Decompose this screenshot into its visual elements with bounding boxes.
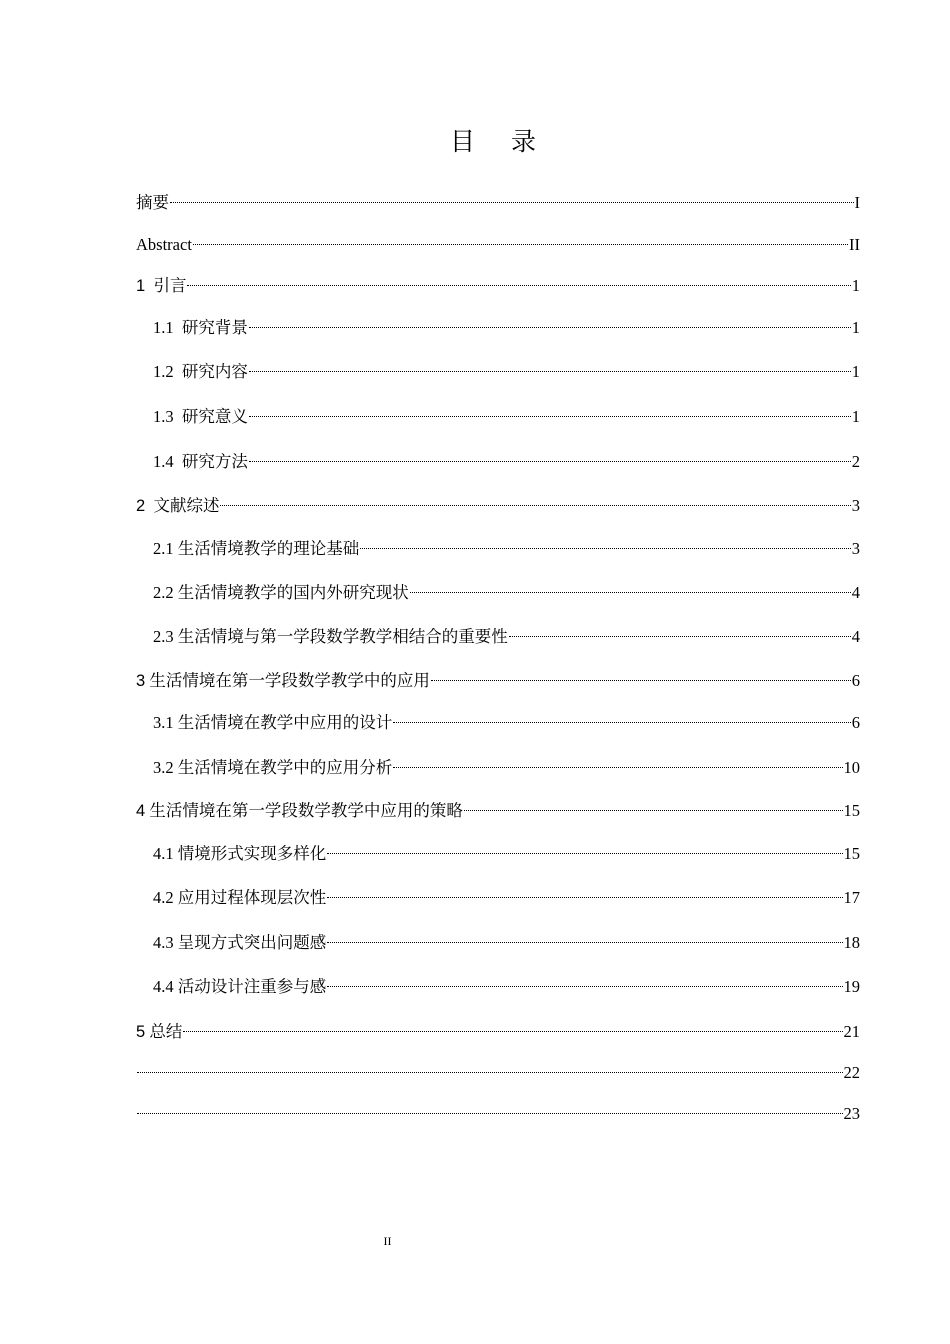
toc-page-number: 1 — [851, 362, 860, 381]
toc-page-number: 10 — [843, 758, 860, 777]
toc-entry-number: 3.1 — [153, 713, 174, 732]
dot-leader — [327, 924, 842, 948]
toc-entry-text: 研究意义 — [173, 407, 248, 426]
toc-entry-text: 生活情境在教学中的应用分析 — [173, 758, 393, 777]
toc-entry-2-2[interactable] — [153, 574, 860, 602]
toc-entry-text: 引言 — [145, 276, 187, 295]
toc-entry-3[interactable] — [136, 662, 860, 690]
toc-entry-number: 2.3 — [153, 627, 174, 646]
toc-page-number: 17 — [843, 888, 860, 907]
dot-leader — [410, 574, 851, 598]
dot-leader — [249, 309, 851, 333]
toc-entry-number: 1.4 — [153, 452, 174, 471]
dot-leader — [431, 662, 851, 686]
toc-page-number: 3 — [851, 539, 860, 558]
dot-leader — [249, 443, 851, 467]
toc-entry-3-2[interactable] — [153, 749, 860, 777]
toc-page-number: II — [849, 235, 860, 254]
toc-entry-1-4[interactable] — [153, 443, 860, 471]
toc-entry-number: 1 — [136, 277, 146, 295]
toc-page-number: 6 — [851, 671, 860, 690]
toc-page-number: 1 — [851, 318, 860, 337]
dot-leader — [220, 487, 850, 511]
toc-entry-number: 2 — [136, 497, 146, 515]
toc-entry-text: Abstract — [136, 235, 192, 254]
toc-page-number: 15 — [843, 844, 860, 863]
dot-leader — [249, 398, 851, 422]
toc-entry-text: 生活情境在第一学段数学教学中的应用 — [145, 671, 430, 690]
toc-entry-1[interactable] — [136, 267, 860, 295]
dot-leader — [327, 835, 842, 859]
toc-page-number: 3 — [851, 496, 860, 515]
toc-page-number: 1 — [851, 276, 860, 295]
dot-leader — [193, 226, 848, 250]
toc-entry-number: 3.2 — [153, 758, 174, 777]
toc-entry-2-1[interactable] — [153, 530, 860, 558]
toc-page-number: 18 — [843, 933, 860, 952]
footer-page-number: II — [383, 1234, 392, 1248]
toc-entry-4[interactable] — [136, 792, 860, 820]
toc-entry-number: 1.3 — [153, 407, 174, 426]
toc-entry-number: 1.2 — [153, 362, 174, 381]
toc-title: 目 录 — [450, 127, 550, 156]
toc-page-number: 2 — [851, 452, 860, 471]
dot-leader — [393, 749, 842, 773]
toc-page-number: 15 — [843, 801, 860, 820]
toc-entry-1-1[interactable] — [153, 309, 860, 337]
toc-entry-number: 4.1 — [153, 844, 174, 863]
toc-page-number: I — [854, 193, 860, 212]
toc-page-number: 4 — [851, 583, 860, 602]
dot-leader — [137, 1054, 843, 1078]
dot-leader — [393, 704, 851, 728]
toc-entry-text: 应用过程体现层次性 — [173, 888, 327, 907]
toc-entry-text: 生活情境在教学中应用的设计 — [173, 713, 393, 732]
toc-page-number: 6 — [851, 713, 860, 732]
toc-entry-text: 生活情境与第一学段数学教学相结合的重要性 — [173, 627, 508, 646]
toc-entry-text: 摘要 — [136, 193, 169, 212]
toc-entry-number: 4.4 — [153, 977, 174, 996]
dot-leader — [327, 968, 842, 992]
toc-entry-text: 研究背景 — [173, 318, 248, 337]
toc-entry-number: 4.3 — [153, 933, 174, 952]
toc-entry-text: 活动设计注重参与感 — [173, 977, 327, 996]
toc-entry-2[interactable] — [136, 487, 860, 515]
toc-entry-abstract-cn[interactable] — [136, 184, 860, 212]
toc-page-number: 22 — [843, 1063, 860, 1082]
toc-entry-text: 情境形式实现多样化 — [173, 844, 327, 863]
toc-entry-number: 1.1 — [153, 318, 174, 337]
toc-page-number: 19 — [843, 977, 860, 996]
toc-page-number: 21 — [843, 1022, 860, 1041]
dot-leader — [509, 618, 851, 642]
toc-entry-text: 文献综述 — [145, 496, 220, 515]
dot-leader — [464, 792, 843, 816]
toc-entry-text: 生活情境在第一学段数学教学中应用的策略 — [145, 801, 463, 820]
toc-entry-4-1[interactable] — [153, 835, 860, 863]
toc-entry-number: 3 — [136, 672, 146, 690]
toc-entry-text: 生活情境教学的理论基础 — [173, 539, 360, 558]
toc-entry-number: 5 — [136, 1023, 146, 1041]
toc-entry-text: 生活情境教学的国内外研究现状 — [173, 583, 409, 602]
toc-entry-number: 4.2 — [153, 888, 174, 907]
toc-entry-text: 研究内容 — [173, 362, 248, 381]
toc-page-number: 4 — [851, 627, 860, 646]
dot-leader — [170, 184, 854, 208]
toc-entry-text: 研究方法 — [173, 452, 248, 471]
dot-leader — [137, 1095, 843, 1119]
toc-entry-number: 2.1 — [153, 539, 174, 558]
dot-leader — [327, 879, 842, 903]
toc-entry-acknowledgements[interactable] — [136, 1095, 860, 1123]
dot-leader — [360, 530, 851, 554]
toc-entry-4-3[interactable] — [153, 924, 860, 952]
toc-entry-references[interactable] — [136, 1054, 860, 1082]
toc-entry-text: 总结 — [145, 1022, 183, 1041]
dot-leader — [249, 353, 851, 377]
toc-entry-number: 4 — [136, 802, 146, 820]
toc-entry-2-3[interactable] — [153, 618, 860, 646]
toc-entry-number: 2.2 — [153, 583, 174, 602]
toc-entry-5[interactable] — [136, 1013, 860, 1041]
toc-entry-abstract-en[interactable] — [136, 226, 860, 254]
dot-leader — [187, 267, 850, 291]
dot-leader — [183, 1013, 842, 1037]
toc-entry-text: 呈现方式突出问题感 — [173, 933, 327, 952]
toc-entry-3-1[interactable] — [153, 704, 860, 732]
toc-page-number: 23 — [843, 1104, 860, 1123]
toc-entry-4-4[interactable] — [153, 968, 860, 996]
toc-page-number: 1 — [851, 407, 860, 426]
toc-entry-1-3[interactable] — [153, 398, 860, 426]
toc-entry-4-2[interactable] — [153, 879, 860, 907]
toc-entry-1-2[interactable] — [153, 353, 860, 381]
